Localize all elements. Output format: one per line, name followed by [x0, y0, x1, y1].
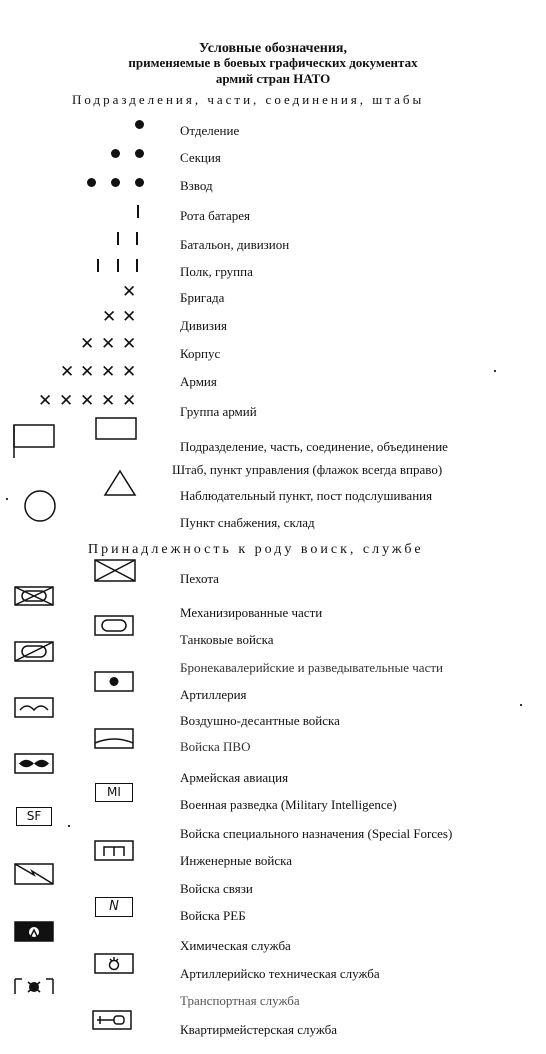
legend-label-infantry: Пехота	[180, 571, 219, 586]
triangle-icon	[102, 468, 138, 498]
airborne-icon	[14, 696, 56, 720]
military-intelligence-icon	[95, 783, 133, 802]
ordnance-icon	[94, 952, 136, 976]
legend-label-observation-post: Наблюдательный пункт, пост подслушивания	[180, 488, 433, 503]
legend-label-hq: Штаб, пункт управления (флажок всегда вправо)	[172, 462, 443, 477]
artillery-icon	[94, 670, 136, 694]
engineers-icon	[94, 839, 136, 863]
special-forces-text: SF	[26, 809, 42, 823]
legend-label-chemical: Химическая служба	[180, 938, 291, 953]
unit-rectangle-icon	[95, 416, 137, 442]
air-defense-icon	[94, 727, 136, 751]
legend-label-army: Армия	[180, 374, 217, 389]
title-line-1: Условные обозначения,	[198, 41, 348, 56]
army-aviation-icon	[14, 752, 56, 776]
legend-label-platoon: Взвод	[180, 178, 213, 193]
legend-label-special-forces: Войска специального назначения (Special Forces)	[180, 826, 453, 841]
legend-label-quartermaster: Квартирмейстерская служба	[180, 1022, 338, 1037]
legend-label-battalion: Батальон, дивизион	[180, 237, 290, 252]
circle-icon	[22, 488, 58, 524]
legend-label-regiment: Полк, группа	[180, 264, 253, 279]
legend-label-armored-cavalry: Бронекавалерийские и разведывательные части	[180, 660, 443, 675]
section-heading-units: Подразделения, части, соединения, штабы	[72, 92, 425, 107]
legend-label-division: Дивизия	[180, 318, 227, 333]
legend-label-supply-point: Пункт снабжения, склад	[180, 515, 315, 530]
legend-label-company: Рота батарея	[180, 208, 251, 223]
scan-speck	[6, 498, 8, 500]
infantry-icon	[94, 558, 136, 584]
military-intelligence-text: MI	[107, 785, 121, 799]
legend-label-engineers: Инженерные войска	[180, 853, 293, 868]
chemical-icon	[14, 920, 56, 944]
legend-label-army-aviation: Армейская авиация	[180, 770, 289, 785]
armored-cavalry-icon	[14, 640, 56, 664]
signals-icon	[14, 862, 56, 888]
title-line-2: применяемые в боевых графических документах	[128, 55, 418, 70]
mechanized-icon	[14, 585, 56, 609]
legend-label-brigade: Бригада	[180, 290, 225, 305]
electronic-warfare-text: N	[109, 899, 119, 914]
special-forces-icon	[16, 807, 52, 826]
legend-label-signals: Войска связи	[180, 881, 253, 896]
legend-label-artillery: Артиллерия	[180, 687, 247, 702]
transport-icon	[14, 976, 56, 998]
scan-speck	[520, 704, 522, 706]
legend-label-unit: Подразделение, часть, соединение, объединение	[180, 439, 448, 454]
armor-icon	[94, 614, 136, 638]
legend-label-corps: Корпус	[180, 346, 221, 361]
electronic-warfare-icon	[95, 897, 133, 917]
legend-label-squad: Отделение	[180, 123, 240, 138]
section-heading-branches: Принадлежность к роду воиск, службе	[88, 542, 424, 557]
title-line-3: армий стран НАТО	[215, 71, 331, 86]
legend-label-transport: Транспортная служба	[180, 993, 300, 1008]
legend-label-armor: Танковые войска	[180, 632, 274, 647]
scan-speck	[68, 825, 70, 827]
hq-flag-icon	[10, 420, 58, 460]
quartermaster-icon	[92, 1008, 134, 1032]
legend-label-army-group: Группа армий	[180, 404, 257, 419]
legend-label-electronic-warfare: Войска РЕБ	[180, 908, 246, 923]
legend-label-airborne: Воздушно-десантные войска	[180, 713, 340, 728]
legend-label-section: Секция	[180, 150, 221, 165]
legend-page: Условные обозначения, применяемые в боевых графических документах армий стран НАТО Подразделения, части, соединения, штабы Отделение Секция Взвод Рота батарея Батальон, дивизион Полк, группа ✕ Бригада ✕ ✕ Дивизия ✕ ✕ ✕ Корпус ✕ ✕ ✕ ✕ Армия ✕ ✕ ✕ ✕ ✕ Группа армий Подразделение, часть, соединение, объединение Штаб, пункт управления (флажок всегда вправо) Наблюдательный пункт, пост подслушивания Пункт снабжения, склад Принадлежность к роду воиск, службе Пехота Механизированные части Танковые войска Бронекавалерийские и разведывательные части Артиллерия Воздушно-десантные войска Войска ПВО Армейская авиация MI Военная разведка (Military Intelligence) SF Войска специального назначения (Special Forces) Инженерные войска Войска связи N Войска РЕБ Химическая служба Артиллерийско техническая служба Транспортная служба Квартирмейстерская служба	[0, 0, 546, 1054]
scan-speck	[494, 370, 496, 372]
legend-label-military-intelligence: Военная разведка (Military Intelligence)	[180, 797, 397, 812]
legend-label-ordnance: Артиллерийско техническая служба	[180, 966, 380, 981]
legend-label-air-defense: Войска ПВО	[180, 739, 251, 754]
legend-label-mechanized: Механизированные части	[180, 605, 323, 620]
